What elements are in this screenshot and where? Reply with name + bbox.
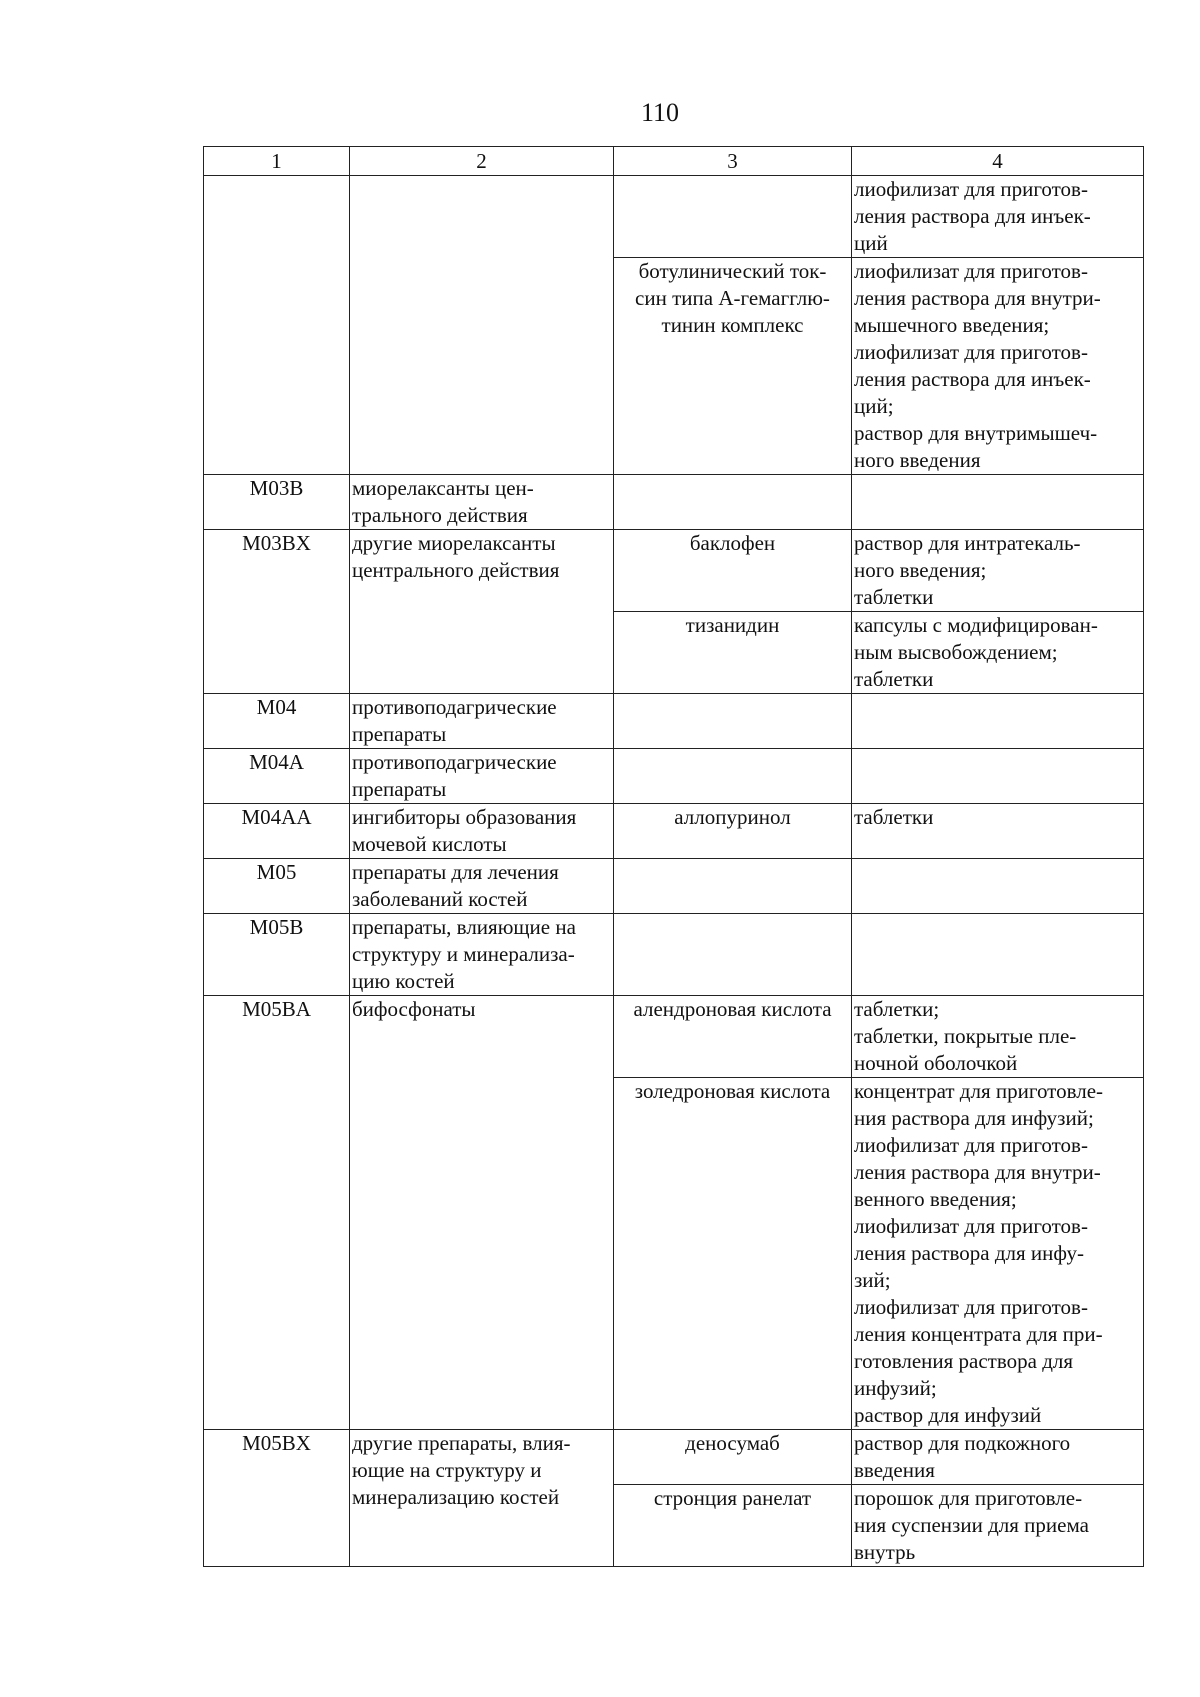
cell-text-line: ления раствора для внутри- [854, 286, 1101, 310]
atc-code-cell [204, 694, 350, 749]
cell-text-line: бифосфонаты [352, 997, 476, 1021]
cell-text-line: минерализацию костей [352, 1485, 560, 1509]
cell-text-line: таблетки; [854, 997, 940, 1021]
cell-text-line: ния суспензии для приема [854, 1513, 1089, 1537]
cell-text-line: M05B [249, 915, 304, 939]
cell-text-line: центрального действия [352, 558, 560, 582]
cell-text-line: ночной оболочкой [854, 1051, 1018, 1075]
cell-text-line: таблетки, покрытые пле- [854, 1024, 1077, 1048]
atc-code-cell [204, 176, 350, 475]
cell-text-line: ного введения [854, 448, 981, 472]
cell-text-line: M03BX [242, 531, 311, 555]
cell-text-line: ного введения; [854, 558, 987, 582]
cell-text-line: заболеваний костей [352, 887, 528, 911]
cell-text-line: аллопуринол [674, 805, 791, 829]
cell-text-line: M04AA [241, 805, 312, 829]
cell-text-line: лиофилизат для приготов- [854, 259, 1088, 283]
column-header-4: 4 [852, 147, 1144, 176]
atc-code-cell [204, 530, 350, 694]
cell-text-line: лиофилизат для приготов- [854, 177, 1088, 201]
atc-code-cell [204, 859, 350, 914]
dosage-form-cell [852, 1430, 1144, 1485]
cell-text-line: ления раствора для инъек- [854, 367, 1091, 391]
cell-text-line: лиофилизат для приготов- [854, 340, 1088, 364]
cell-text-line: зий; [854, 1268, 891, 1292]
cell-text-line: ления раствора для внутри- [854, 1160, 1101, 1184]
drug-name-cell [614, 804, 852, 859]
cell-text-line: тизанидин [685, 613, 780, 637]
cell-text-line: стронция ранелат [653, 1486, 812, 1510]
dosage-form-cell [852, 612, 1144, 694]
cell-text-line: M05 [256, 860, 297, 884]
cell-text-line: M05BX [242, 1431, 311, 1455]
cell-text-line: баклофен [689, 531, 776, 555]
table-row [204, 475, 1144, 530]
column-header-2: 2 [350, 147, 614, 176]
cell-text-line: тинин комплекс [661, 313, 804, 337]
cell-text-line: внутрь [854, 1540, 916, 1564]
cell-text-line: порошок для приготовле- [854, 1486, 1083, 1510]
drug-name-cell [614, 996, 852, 1078]
cell-text-line: ций [854, 231, 888, 255]
cell-text-line: син типа А-гемагглю- [635, 286, 830, 310]
drug-name-cell [614, 475, 852, 530]
cell-text-line: раствор для инфузий [854, 1403, 1042, 1427]
cell-text-line: ций; [854, 394, 894, 418]
column-header-1: 1 [204, 147, 350, 176]
cell-text-line: ным высвобождением; [854, 640, 1058, 664]
cell-text-line: капсулы с модифицирован- [854, 613, 1098, 637]
cell-text-line: препараты, влияющие на [352, 915, 576, 939]
drug-name-cell [614, 1485, 852, 1567]
dosage-form-cell [852, 694, 1144, 749]
drug-name-cell [614, 749, 852, 804]
cell-text-line: M04A [249, 750, 304, 774]
table-row [204, 859, 1144, 914]
group-name-cell [350, 694, 614, 749]
cell-text-line: лиофилизат для приготов- [854, 1214, 1088, 1238]
cell-text-line: цию костей [352, 969, 455, 993]
drug-name-cell [614, 530, 852, 612]
cell-text-line: мочевой кислоты [352, 832, 507, 856]
atc-code-cell [204, 996, 350, 1430]
cell-text-line: раствор для интратекаль- [854, 531, 1081, 555]
cell-text-line: ления раствора для инъек- [854, 204, 1091, 228]
cell-text-line: структуру и минерализа- [352, 942, 575, 966]
cell-text-line: инфузий; [854, 1376, 937, 1400]
cell-text-line: лиофилизат для приготов- [854, 1295, 1088, 1319]
cell-text-line: таблетки [854, 805, 934, 829]
table-row [204, 914, 1144, 996]
cell-text-line: ингибиторы образования [352, 805, 577, 829]
dosage-form-cell [852, 1078, 1144, 1430]
cell-text-line: раствор для подкожного [854, 1431, 1071, 1455]
cell-text-line: препараты [352, 722, 447, 746]
cell-text-line: ния раствора для инфузий; [854, 1106, 1094, 1130]
dosage-form-cell [852, 475, 1144, 530]
dosage-form-cell [852, 914, 1144, 996]
atc-code-cell [204, 1430, 350, 1567]
cell-text-line: препараты для лечения [352, 860, 559, 884]
group-name-cell [350, 176, 614, 475]
group-name-cell [350, 1430, 614, 1567]
dosage-form-cell [852, 996, 1144, 1078]
cell-text-line: препараты [352, 777, 447, 801]
table-row [204, 1430, 1144, 1485]
header-row [204, 147, 1144, 176]
cell-text-line: противоподагрические [352, 750, 557, 774]
dosage-form-cell [852, 1485, 1144, 1567]
cell-text-line: введения [854, 1458, 935, 1482]
group-name-cell [350, 804, 614, 859]
cell-text-line: M03B [249, 476, 304, 500]
cell-text-line: готовления раствора для [854, 1349, 1074, 1373]
cell-text-line: таблетки [854, 585, 934, 609]
cell-text-line: деносумаб [685, 1431, 780, 1455]
dosage-form-cell [852, 530, 1144, 612]
cell-text-line: концентрат для приготовле- [854, 1079, 1104, 1103]
cell-text-line: другие миорелаксанты [352, 531, 556, 555]
dosage-form-cell [852, 749, 1144, 804]
cell-text-line: противоподагрические [352, 695, 557, 719]
cell-text-line: раствор для внутримышеч- [854, 421, 1098, 445]
group-name-cell [350, 996, 614, 1430]
drug-name-cell [614, 1078, 852, 1430]
cell-text-line: лиофилизат для приготов- [854, 1133, 1088, 1157]
table-row [204, 176, 1144, 258]
drug-name-cell [614, 258, 852, 475]
drug-name-cell [614, 1430, 852, 1485]
drug-name-cell [614, 176, 852, 258]
group-name-cell [350, 914, 614, 996]
cell-text-line: мышечного введения; [854, 313, 1050, 337]
table-row [204, 694, 1144, 749]
cell-text-line: таблетки [854, 667, 934, 691]
drug-name-cell [614, 859, 852, 914]
cell-text-line: венного введения; [854, 1187, 1017, 1211]
group-name-cell [350, 530, 614, 694]
table-row [204, 530, 1144, 612]
cell-text-line: миорелаксанты цен- [352, 476, 534, 500]
cell-text-line: трального действия [352, 503, 528, 527]
cell-text-line: M04 [256, 695, 297, 719]
atc-code-cell [204, 749, 350, 804]
table-row [204, 996, 1144, 1078]
dosage-form-cell [852, 258, 1144, 475]
cell-text-line: ботулинический ток- [638, 259, 827, 283]
group-name-cell [350, 475, 614, 530]
page-number: 110 [640, 98, 680, 127]
drug-name-cell [614, 914, 852, 996]
drug-name-cell [614, 694, 852, 749]
drug-name-cell [614, 612, 852, 694]
dosage-form-cell [852, 176, 1144, 258]
group-name-cell [350, 749, 614, 804]
drug-table [203, 146, 1144, 1567]
dosage-form-cell [852, 804, 1144, 859]
table-row [204, 749, 1144, 804]
table-body [204, 176, 1144, 1567]
dosage-form-cell [852, 859, 1144, 914]
table-row [204, 804, 1144, 859]
cell-text-line: ления раствора для инфу- [854, 1241, 1084, 1265]
atc-code-cell [204, 475, 350, 530]
atc-code-cell [204, 914, 350, 996]
cell-text-line: M05BA [242, 997, 311, 1021]
cell-text-line: золедроновая кислота [634, 1079, 831, 1103]
group-name-cell [350, 859, 614, 914]
cell-text-line: алендроновая кислота [633, 997, 832, 1021]
cell-text-line: ления концентрата для при- [854, 1322, 1103, 1346]
table-header [204, 147, 1144, 176]
atc-code-cell [204, 804, 350, 859]
cell-text-line: другие препараты, влия- [352, 1431, 571, 1455]
cell-text-line: ющие на структуру и [352, 1458, 542, 1482]
column-header-3: 3 [614, 147, 852, 176]
